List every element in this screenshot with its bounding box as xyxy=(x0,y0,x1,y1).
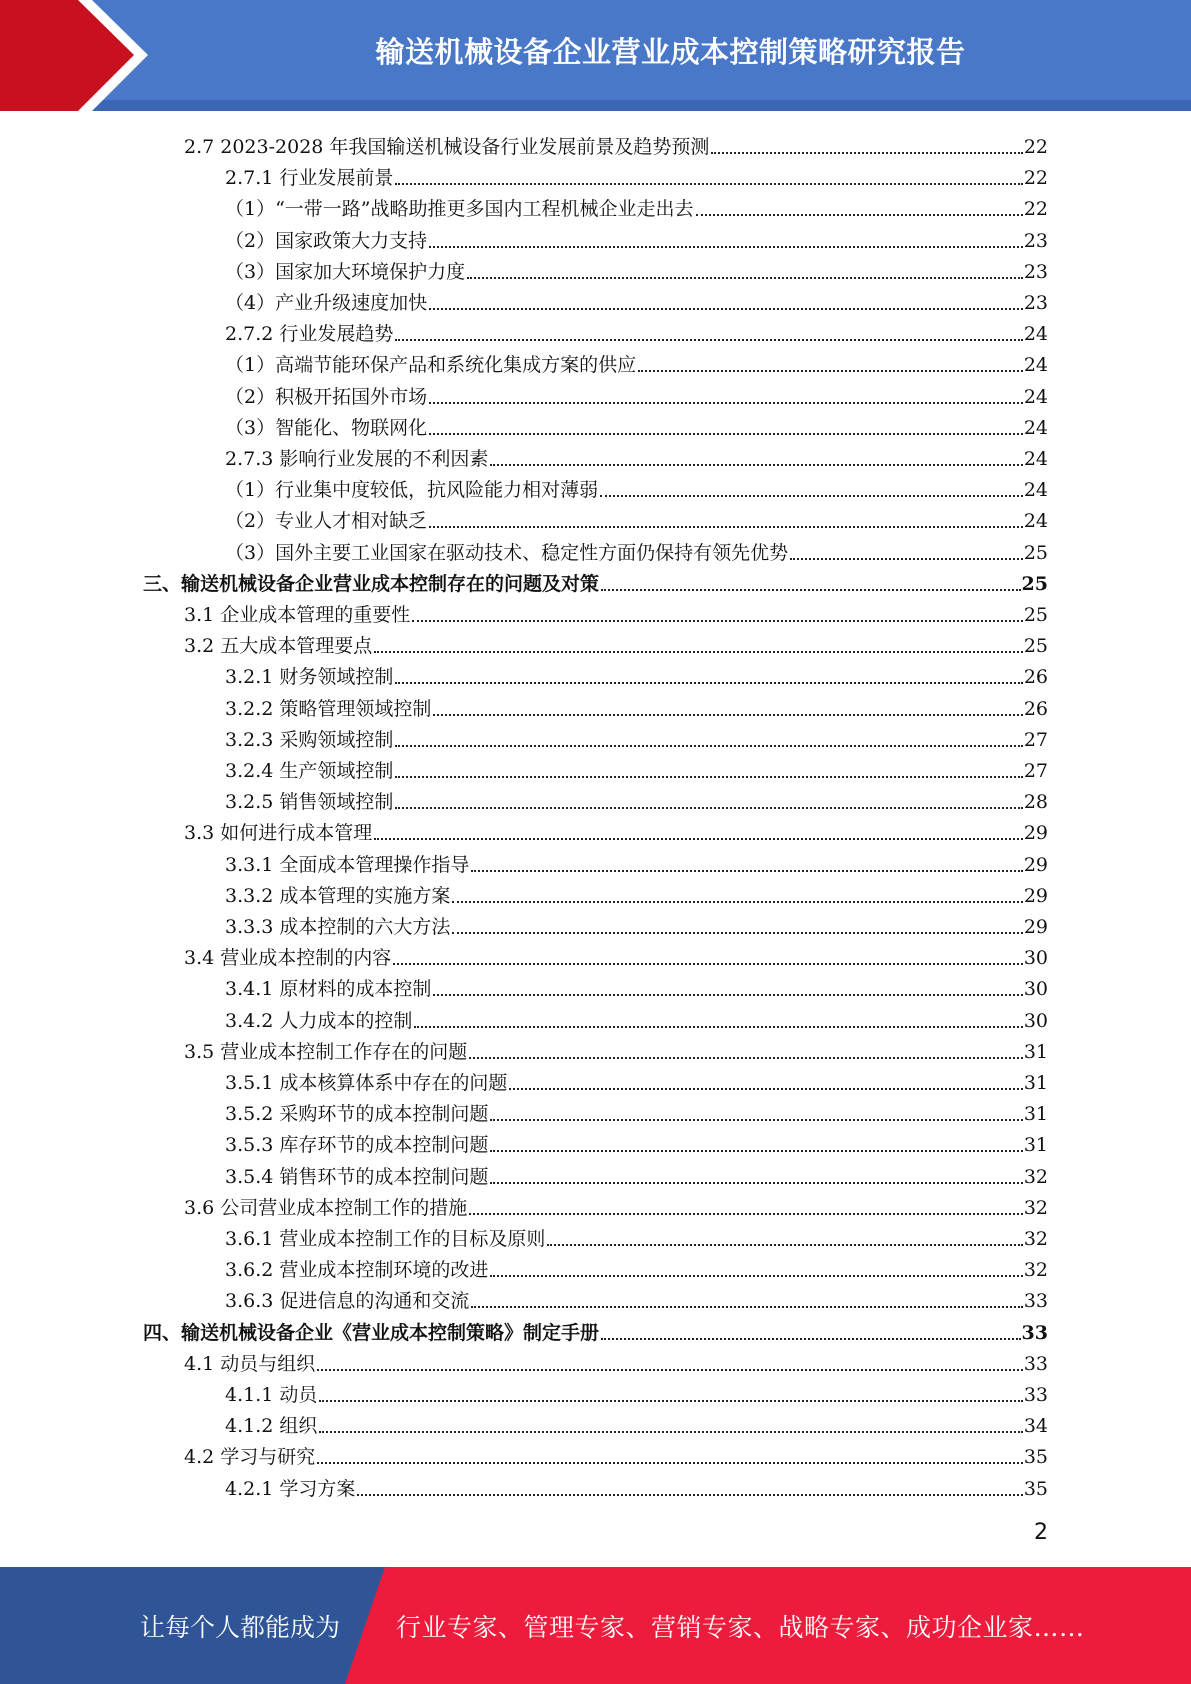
toc-entry-title: 3.2.5 销售领域控制 xyxy=(225,791,394,814)
toc-entry-title: 四、输送机械设备企业《营业成本控制策略》制定手册 xyxy=(143,1321,600,1344)
toc-entry[interactable] xyxy=(225,690,1048,721)
toc-entry-title: 3.2.2 策略管理领域控制 xyxy=(225,697,432,720)
toc-entry-title: 3.4.2 人力成本的控制 xyxy=(225,1009,413,1032)
toc-entry[interactable] xyxy=(225,159,1048,190)
toc-entry-page: 30 xyxy=(1023,1009,1048,1032)
toc-entry[interactable] xyxy=(225,1376,1048,1407)
toc-entry-page: 32 xyxy=(1023,1196,1048,1219)
toc-dot-leader xyxy=(469,1213,1023,1215)
toc-entry-page: 24 xyxy=(1023,385,1048,408)
toc-entry-page: 31 xyxy=(1023,1103,1048,1126)
toc-entry-page: 25 xyxy=(1023,635,1048,658)
toc-dot-leader xyxy=(429,246,1023,248)
toc-entry-title: 3.3.1 全面成本管理操作指导 xyxy=(225,853,470,876)
toc-entry-title: 3.5.4 销售环节的成本控制问题 xyxy=(225,1165,489,1188)
toc-entry[interactable] xyxy=(225,284,1048,315)
toc-entry[interactable] xyxy=(225,752,1048,783)
toc-entry-page: 27 xyxy=(1023,728,1048,751)
toc-entry-page: 24 xyxy=(1023,416,1048,439)
toc-entry-page: 24 xyxy=(1023,448,1048,470)
toc-entry[interactable] xyxy=(225,1064,1048,1095)
toc-entry-page: 32 xyxy=(1023,1228,1048,1250)
toc-entry-page: 25 xyxy=(1023,541,1048,564)
toc-entry-title: 4.1.1 动员 xyxy=(225,1384,318,1406)
toc-entry[interactable] xyxy=(184,1189,1048,1220)
toc-entry[interactable] xyxy=(225,378,1048,409)
toc-dot-leader xyxy=(490,1182,1022,1184)
toc-dot-leader xyxy=(395,807,1022,809)
toc-dot-leader xyxy=(509,1088,1022,1090)
toc-dot-leader xyxy=(790,558,1023,560)
toc-entry-title: 3.5.2 采购环节的成本控制问题 xyxy=(225,1103,489,1126)
toc-entry[interactable] xyxy=(225,1407,1048,1438)
toc-dot-leader xyxy=(395,776,1022,778)
toc-dot-leader xyxy=(374,838,1023,840)
toc-entry-title: 3.3 如何进行成本管理 xyxy=(184,822,373,845)
toc-entry-page: 31 xyxy=(1023,1040,1048,1063)
toc-entry[interactable] xyxy=(225,1470,1048,1501)
footer-slogan-left: 让每个人都能成为 xyxy=(140,1612,341,1642)
toc-dot-leader xyxy=(412,620,1023,622)
page-number: 2 xyxy=(1034,1520,1048,1545)
toc-entry-page: 23 xyxy=(1023,260,1048,283)
toc-dot-leader xyxy=(490,1150,1022,1152)
toc-entry-page: 22 xyxy=(1023,198,1048,221)
toc-dot-leader xyxy=(319,1400,1022,1402)
toc-dot-leader xyxy=(601,589,1021,591)
toc-entry-page: 26 xyxy=(1023,697,1048,720)
toc-entry-title: 3.2.3 采购领域控制 xyxy=(225,728,394,751)
toc-entry[interactable] xyxy=(184,627,1048,658)
toc-entry[interactable] xyxy=(225,222,1048,253)
toc-entry[interactable] xyxy=(225,846,1048,877)
toc-entry-title: 3.2.1 财务领域控制 xyxy=(225,666,394,689)
toc-entry-page: 29 xyxy=(1023,822,1048,845)
toc-entry-page: 31 xyxy=(1023,1072,1048,1094)
toc-entry-title: 3.1 企业成本管理的重要性 xyxy=(184,604,411,626)
toc-dot-leader xyxy=(490,1119,1022,1121)
toc-entry-page: 29 xyxy=(1023,884,1048,907)
toc-entry-title: 4.1.2 组织 xyxy=(225,1415,318,1438)
toc-entry-title: （1）高端节能环保产品和系统化集成方案的供应 xyxy=(225,354,637,377)
toc-entry-page: 24 xyxy=(1023,510,1048,533)
toc-entry-title: 3.5.1 成本核算体系中存在的问题 xyxy=(225,1072,508,1094)
toc-entry-title: 3.4 营业成本控制的内容 xyxy=(184,947,392,970)
toc-entry-title: 3.4.1 原材料的成本控制 xyxy=(225,978,432,1001)
toc-entry[interactable] xyxy=(225,721,1048,752)
toc-entry-page: 32 xyxy=(1023,1165,1048,1188)
toc-entry-title: 4.2.1 学习方案 xyxy=(225,1477,356,1500)
toc-entry-title: 2.7.1 行业发展前景 xyxy=(225,167,394,190)
toc-dot-leader xyxy=(429,402,1023,404)
toc-entry-page: 29 xyxy=(1023,853,1048,876)
toc-entry-page: 33 xyxy=(1023,1352,1048,1375)
toc-entry[interactable] xyxy=(225,253,1048,284)
toc-dot-leader xyxy=(429,526,1023,528)
toc-dot-leader xyxy=(395,339,1022,341)
toc-dot-leader xyxy=(357,1494,1022,1496)
toc-dot-leader xyxy=(395,745,1022,747)
toc-entry-page: 26 xyxy=(1023,666,1048,689)
page-header xyxy=(0,0,1191,111)
toc-dot-leader xyxy=(711,152,1022,154)
toc-entry-title: （3）国家加大环境保护力度 xyxy=(225,260,466,283)
toc-entry[interactable] xyxy=(184,1438,1048,1469)
toc-entry-title: 2.7.3 影响行业发展的不利因素 xyxy=(225,448,489,470)
toc-entry-page: 35 xyxy=(1023,1446,1048,1469)
toc-dot-leader xyxy=(469,1057,1023,1059)
toc-dot-leader xyxy=(395,682,1022,684)
toc-dot-leader xyxy=(471,870,1022,872)
toc-entry-title: （2）国家政策大力支持 xyxy=(225,229,428,252)
toc-entry[interactable] xyxy=(225,190,1048,221)
toc-entry[interactable] xyxy=(143,1314,1048,1345)
toc-entry-title: 3.2 五大成本管理要点 xyxy=(184,635,373,658)
toc-entry[interactable] xyxy=(225,534,1048,565)
toc-entry-title: 4.1 动员与组织 xyxy=(184,1352,316,1375)
page-footer xyxy=(0,1567,1191,1684)
toc-dot-leader xyxy=(374,651,1023,653)
toc-entry-title: 三、输送机械设备企业营业成本控制存在的问题及对策 xyxy=(143,572,600,595)
toc-entry-page: 29 xyxy=(1023,916,1048,938)
toc-entry-page: 22 xyxy=(1023,167,1048,190)
toc-entry-title: 2.7.2 行业发展趋势 xyxy=(225,323,394,346)
toc-entry[interactable] xyxy=(184,814,1048,845)
toc-entry[interactable] xyxy=(225,1095,1048,1126)
toc-dot-leader xyxy=(319,1431,1022,1433)
toc-dot-leader xyxy=(490,1275,1022,1277)
toc-entry-page: 24 xyxy=(1023,323,1048,346)
toc-entry-page: 33 xyxy=(1023,1290,1048,1313)
toc-entry[interactable] xyxy=(225,877,1048,908)
toc-dot-leader xyxy=(547,1244,1022,1246)
toc-entry-page: 32 xyxy=(1023,1259,1048,1282)
toc-dot-leader xyxy=(467,277,1023,279)
toc-dot-leader xyxy=(696,214,1023,216)
toc-entry-title: 4.2 学习与研究 xyxy=(184,1446,316,1469)
toc-entry-title: 3.6.2 营业成本控制环境的改进 xyxy=(225,1259,489,1282)
toc-entry-page: 25 xyxy=(1023,604,1048,626)
toc-entry-title: （4）产业升级速度加快 xyxy=(225,292,428,314)
toc-entry-page: 30 xyxy=(1023,978,1048,1001)
toc-entry-title: （2）专业人才相对缺乏 xyxy=(225,510,428,533)
toc-entry-title: （1）行业集中度较低，抗风险能力相对薄弱 xyxy=(225,479,599,502)
toc-entry-title: 3.6 公司营业成本控制工作的措施 xyxy=(184,1196,468,1219)
toc-entry-page: 34 xyxy=(1023,1415,1048,1438)
toc-entry-title: （1）“一带一路”战略助推更多国内工程机械企业走出去 xyxy=(225,198,694,221)
toc-dot-leader xyxy=(395,183,1022,185)
toc-entry[interactable] xyxy=(225,658,1048,689)
toc-dot-leader xyxy=(429,308,1023,310)
toc-entry-title: 2.7 2023-2028 年我国输送机械设备行业发展前景及趋势预测 xyxy=(184,136,710,158)
toc-dot-leader xyxy=(414,1026,1022,1028)
toc-entry-page: 31 xyxy=(1023,1134,1048,1157)
toc-entry[interactable] xyxy=(225,315,1048,346)
toc-dot-leader xyxy=(600,495,1023,497)
toc-entry[interactable] xyxy=(225,346,1048,377)
toc-dot-leader xyxy=(452,932,1022,934)
toc-entry-page: 24 xyxy=(1023,479,1048,502)
toc-entry[interactable] xyxy=(184,939,1048,970)
toc-entry[interactable] xyxy=(225,970,1048,1001)
toc-entry-title: 3.2.4 生产领域控制 xyxy=(225,760,394,782)
toc-entry[interactable] xyxy=(225,1002,1048,1033)
toc-entry-page: 24 xyxy=(1023,354,1048,377)
toc-entry-page: 28 xyxy=(1023,791,1048,814)
toc-entry[interactable] xyxy=(184,128,1048,159)
toc-entry[interactable] xyxy=(143,565,1048,596)
toc-entry-page: 30 xyxy=(1023,947,1048,970)
toc-dot-leader xyxy=(638,370,1023,372)
toc-entry-page: 35 xyxy=(1023,1477,1048,1500)
toc-entry-title: （3）国外主要工业国家在驱动技术、稳定性方面仍保持有领先优势 xyxy=(225,541,789,564)
toc-dot-leader xyxy=(429,433,1023,435)
toc-dot-leader xyxy=(601,1338,1021,1340)
toc-entry[interactable] xyxy=(225,440,1048,471)
toc-entry[interactable] xyxy=(184,1033,1048,1064)
toc-dot-leader xyxy=(433,714,1022,716)
toc-entry[interactable] xyxy=(184,596,1048,627)
toc-entry-title: 3.3.2 成本管理的实施方案 xyxy=(225,884,451,907)
toc-entry-page: 22 xyxy=(1023,136,1048,158)
toc-entry-title: 3.6.1 营业成本控制工作的目标及原则 xyxy=(225,1228,546,1250)
toc-entry-title: 3.3.3 成本控制的六大方法 xyxy=(225,916,451,938)
toc-entry-page: 23 xyxy=(1023,292,1048,314)
toc-entry-page: 33 xyxy=(1021,1321,1048,1344)
toc-entry[interactable] xyxy=(225,908,1048,939)
toc-entry[interactable] xyxy=(225,1251,1048,1282)
toc-dot-leader xyxy=(317,1369,1023,1371)
toc-entry-title: 3.5.3 库存环节的成本控制问题 xyxy=(225,1134,489,1157)
toc-entry[interactable] xyxy=(225,783,1048,814)
toc-entry[interactable] xyxy=(225,1126,1048,1157)
toc-dot-leader xyxy=(317,1462,1023,1464)
toc-dot-leader xyxy=(471,1306,1022,1308)
toc-entry[interactable] xyxy=(225,1282,1048,1313)
toc-entry[interactable] xyxy=(225,502,1048,533)
toc-entry[interactable] xyxy=(225,1220,1048,1251)
toc-entry-page: 25 xyxy=(1021,572,1048,595)
toc-entry-page: 23 xyxy=(1023,229,1048,252)
toc-dot-leader xyxy=(393,963,1023,965)
footer-slogan-right: 行业专家、管理专家、营销专家、战略专家、成功企业家…… xyxy=(396,1612,1085,1642)
toc-entry[interactable] xyxy=(225,1158,1048,1189)
toc-entry-title: 3.6.3 促进信息的沟通和交流 xyxy=(225,1290,470,1313)
report-title: 输送机械设备企业营业成本控制策略研究报告 xyxy=(375,34,966,69)
toc-entry-title: 3.5 营业成本控制工作存在的问题 xyxy=(184,1040,468,1063)
toc-entry-title: （2）积极开拓国外市场 xyxy=(225,385,428,408)
toc-entry-title: （3）智能化、物联网化 xyxy=(225,416,428,439)
toc-entry[interactable] xyxy=(225,409,1048,440)
toc-entry-page: 33 xyxy=(1023,1384,1048,1406)
toc-entry[interactable] xyxy=(225,471,1048,502)
toc-dot-leader xyxy=(452,901,1022,903)
toc-dot-leader xyxy=(433,994,1022,996)
toc-entry-page: 27 xyxy=(1023,760,1048,782)
toc-entry[interactable] xyxy=(184,1345,1048,1376)
toc-dot-leader xyxy=(490,464,1022,466)
